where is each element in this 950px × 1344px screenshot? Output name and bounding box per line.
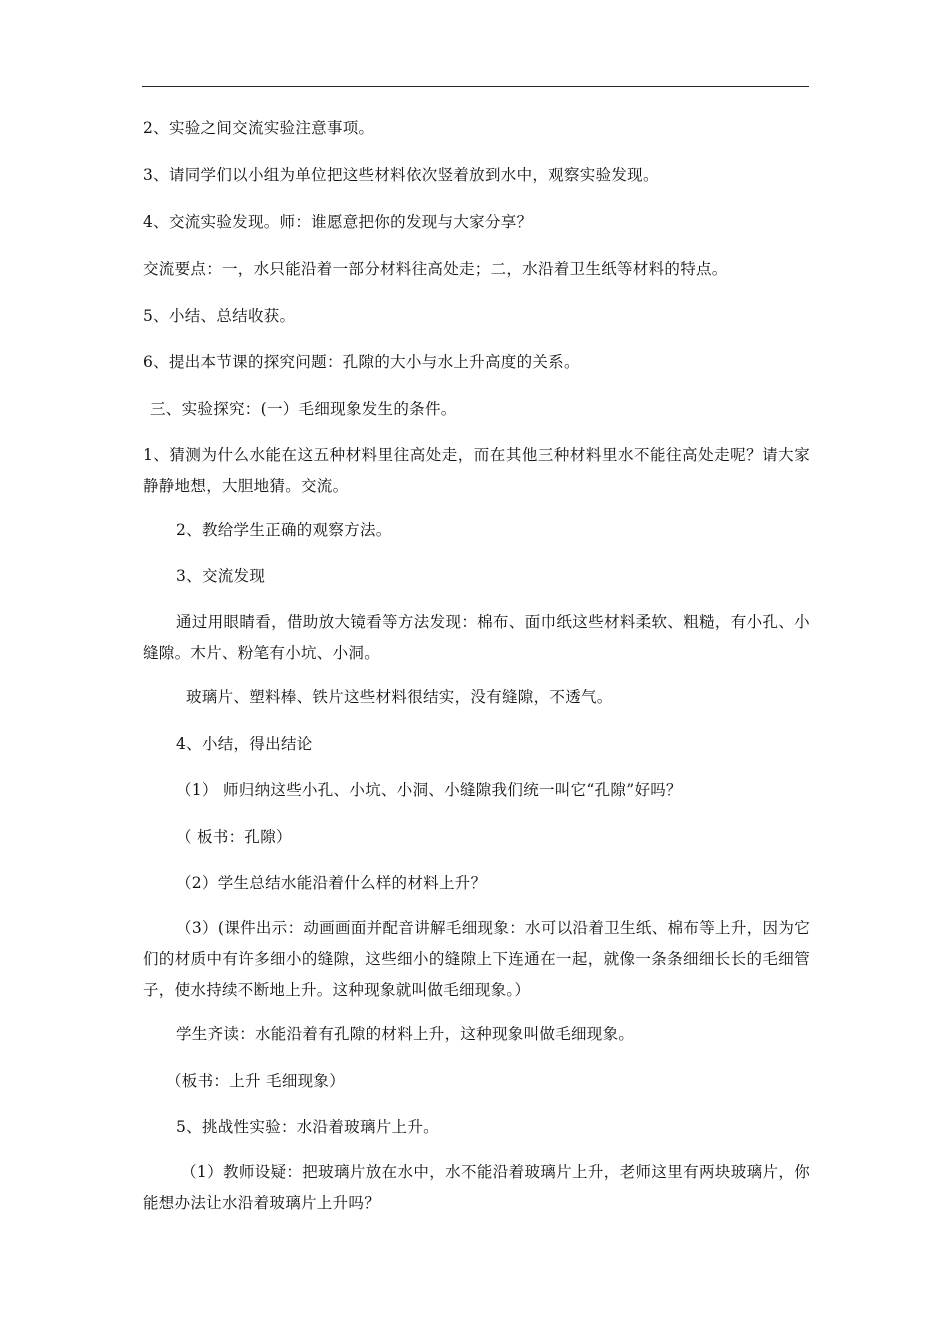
- paragraph-4: 4、交流实验发现。师：谁愿意把你的发现与大家分享？: [143, 213, 533, 231]
- paragraph-board-pores: （ 板书：孔隙）: [176, 828, 292, 846]
- paragraph-6: 6、提出本节课的探究问题：孔隙的大小与水上升高度的关系。: [143, 353, 580, 371]
- paragraph-glass-plastic-iron: 玻璃片、塑料棒、铁片这些材料很结实，没有缝隙，不透气。: [186, 688, 613, 706]
- paragraph-findings: 通过用眼睛看，借助放大镜看等方法发现：棉布、面巾纸这些材料柔软、粗糙，有小孔、小缝隙。木片、粉笔有小坑、小洞。: [143, 613, 810, 662]
- paragraph-read-aloud: 学生齐读：水能沿着有孔隙的材料上升，这种现象叫做毛细现象。: [176, 1025, 635, 1043]
- header-rule: [142, 86, 809, 87]
- paragraph-courseware: （3）(课件出示：动画画面并配音讲解毛细现象：水可以沿着卫生纸、棉布等上升，因为它们的材质中有许多细小的缝隙，这些细小的缝隙上下连通在一起，就像一条条细细长长的毛细管子，使水持续不断地上升。这种现象就叫做毛细现象。）: [143, 919, 810, 999]
- paragraph-board-capillary: （板书：上升 毛细现象）: [166, 1072, 346, 1090]
- paragraph-guess: 1、猜测为什么水能在这五种材料里往高处走，而在其他三种材料里水不能往高处走呢？请大家静静地想，大胆地猜。交流。: [143, 446, 810, 495]
- paragraph-share-findings: 3、交流发现: [176, 567, 266, 585]
- paragraph-teacher-question: （1）教师设疑：把玻璃片放在水中，水不能沿着玻璃片上升，老师这里有两块玻璃片，你能想办法让水沿着玻璃片上升吗？: [143, 1163, 810, 1212]
- paragraph-summary: 4、小结，得出结论: [176, 735, 313, 753]
- section-heading-3: 三、实验探究：(一）毛细现象发生的条件。: [150, 400, 457, 418]
- paragraph-observe-method: 2、教给学生正确的观察方法。: [176, 521, 392, 539]
- paragraph-challenge: 5、挑战性实验：水沿着玻璃片上升。: [176, 1118, 439, 1136]
- paragraph-key-points: 交流要点：一，水只能沿着一部分材料往高处走；二，水沿着卫生纸等材料的特点。: [143, 260, 728, 278]
- paragraph-pores: （1） 师归纳这些小孔、小坑、小洞、小缝隙我们统一叫它“孔隙”好吗？: [176, 781, 682, 799]
- paragraph-student-summary: （2）学生总结水能沿着什么样的材料上升？: [176, 874, 487, 892]
- paragraph-2: 2、实验之间交流实验注意事项。: [143, 119, 375, 137]
- paragraph-3: 3、请同学们以小组为单位把这些材料依次竖着放到水中，观察实验发现。: [143, 166, 659, 184]
- paragraph-5: 5、小结、总结收获。: [143, 307, 296, 325]
